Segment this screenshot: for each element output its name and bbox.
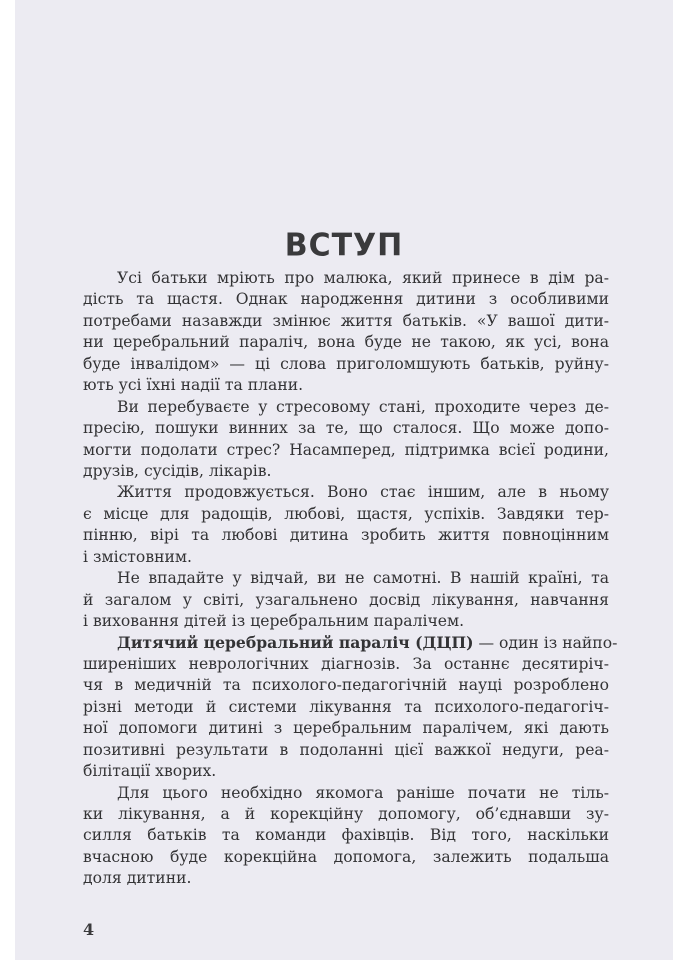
text-line: і виховання дітей із церебральним паралічем.	[83, 612, 465, 630]
paragraph-4	[83, 568, 609, 632]
text-line: білітації хворих.	[83, 762, 217, 781]
text-line: ної допомоги дитині з церебральним паралічем, які дають	[83, 719, 609, 738]
text-fragment: — один із найпо-	[473, 634, 618, 653]
text-line: пресію, пошуки винних за те, що сталося. Що може допо-	[83, 419, 609, 438]
text-line: доля дитини.	[83, 869, 192, 888]
book-page	[15, 0, 673, 960]
text-line: буде інвалідом» — ці слова приголомшують батьків, руйну-	[83, 354, 609, 373]
text-line: і змістовним.	[83, 547, 192, 566]
text-line: силля батьків та команди фахівців. Від того, наскільки	[83, 826, 609, 845]
text-line: й загалом у світі, узагальнено досвід лікування, навчання	[83, 590, 609, 609]
paragraph-6	[83, 783, 609, 890]
paragraph-2	[83, 397, 609, 483]
bold-term: Дитячий церебральний параліч (ДЦП)	[117, 633, 474, 653]
chapter-title: ВСТУП	[284, 227, 404, 264]
page-number: 4	[83, 920, 95, 939]
text-line: ють усі їхні надії та плани.	[83, 376, 304, 395]
text-line: дість та щастя. Однак народження дитини з особливими	[83, 290, 609, 309]
text-line	[83, 632, 618, 653]
paragraph-5	[83, 632, 618, 782]
text-line: ни церебральний параліч, вона буде не такою, як усі, вона	[83, 333, 609, 352]
text-line: чя в медичній та психолого-педагогічній науці розроблено	[83, 676, 609, 695]
text-line: ширеніших неврологічних діагнозів. За останнє десятиріч-	[83, 654, 609, 673]
text-line: різні методи й системи лікування та психолого-педагогіч-	[83, 697, 609, 716]
text-line: Життя продовжується. Воно стає іншим, але в ньому	[117, 483, 609, 502]
paragraph-3	[83, 482, 609, 568]
text-line: Усі батьки мріють про малюка, який принесе в дім ра-	[117, 269, 609, 287]
text-line: вчасною буде корекційна допомога, залежить подальша	[83, 847, 609, 866]
text-line: потребами назавжди змінює життя батьків. «У вашої дити-	[83, 311, 609, 330]
text-line: Не впадайте у відчай, ви не самотні. В нашій країні, та	[117, 569, 609, 588]
text-line: пінню, вірі та любові дитина зробить життя повноцінним	[83, 526, 609, 545]
text-line: є місце для радощів, любові, щастя, успіхів. Завдяки тер-	[83, 504, 609, 523]
text-line: могти подолати стрес? Насамперед, підтримка всієї родини,	[83, 440, 609, 459]
text-line: Для цього необхідно якомога раніше почати не тіль-	[117, 783, 609, 802]
body-text	[83, 268, 618, 890]
paragraph-1	[83, 268, 609, 397]
text-line: позитивні результати в подоланні цієї важкої недуги, реа-	[83, 740, 609, 759]
text-line: Ви перебуваєте у стресовому стані, проходите через де-	[117, 397, 609, 416]
text-line: друзів, сусідів, лікарів.	[83, 461, 272, 480]
text-line: ки лікування, а й корекційну допомогу, об’єднавши зу-	[83, 804, 609, 823]
